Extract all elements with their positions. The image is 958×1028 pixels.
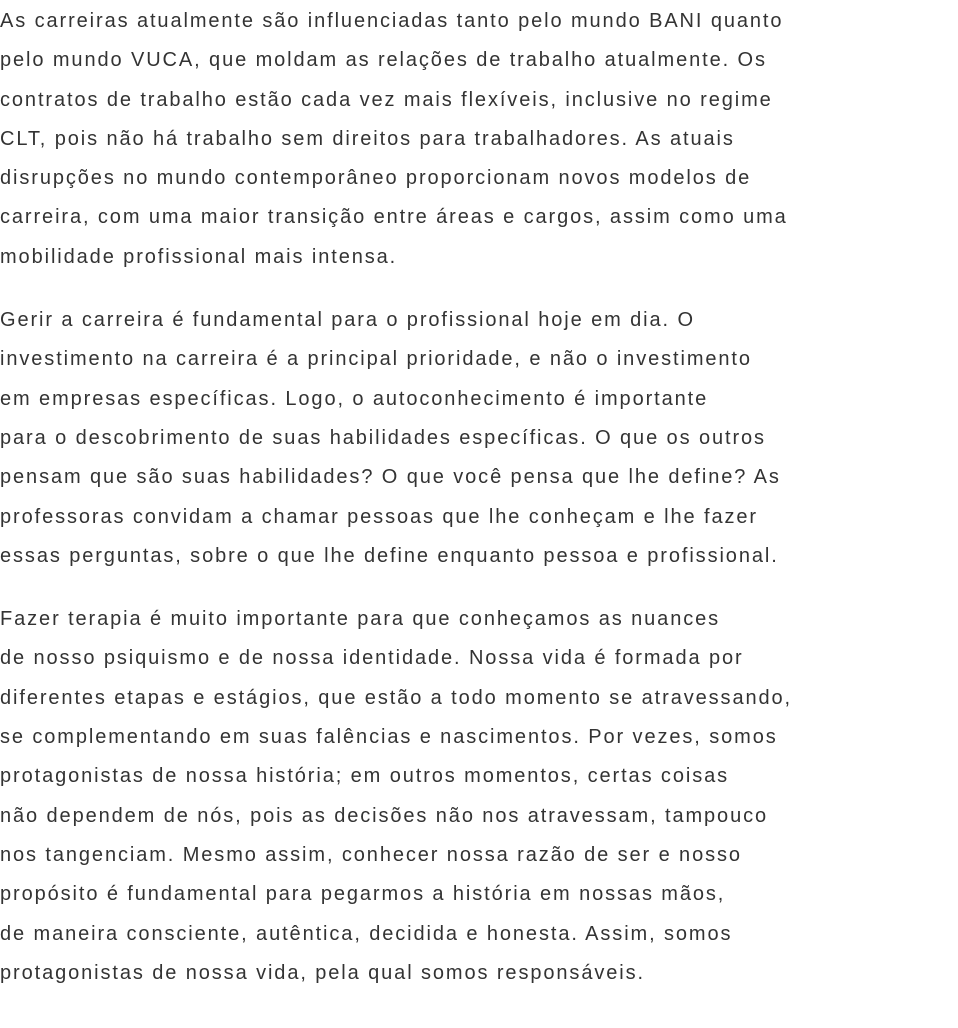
text-line: CLT, pois não há trabalho sem direitos para trabalhadores. As atuais — [0, 127, 735, 150]
text-line: investimento na carreira é a principal prioridade, e não o investimento — [0, 348, 752, 371]
text-line: professoras convidam a chamar pessoas que lhe conheçam e lhe fazer — [0, 505, 758, 528]
text-line: propósito é fundamental para pegarmos a história em nossas mãos, — [0, 883, 726, 906]
text-line: em empresas específicas. Logo, o autoconhecimento é importante — [0, 387, 709, 410]
text-line: contratos de trabalho estão cada vez mais flexíveis, inclusive no regime — [0, 88, 773, 111]
text-line: de nosso psiquismo e de nossa identidade. Nossa vida é formada por — [0, 647, 744, 670]
text-line: se complementando em suas falências e nascimentos. Por vezes, somos — [0, 726, 778, 749]
text-line: Fazer terapia é muito importante para que conheçamos as nuances — [0, 608, 721, 631]
text-line: pelo mundo VUCA, que moldam as relações de trabalho atualmente. Os — [0, 49, 767, 72]
text-line: diferentes etapas e estágios, que estão a todo momento se atravessando, — [0, 686, 792, 709]
text-line: mobilidade profissional mais intensa. — [0, 245, 398, 268]
paragraph — [0, 2, 958, 277]
text-line: protagonistas de nossa vida, pela qual somos responsáveis. — [0, 961, 645, 984]
text-line: As carreiras atualmente são influenciadas tanto pelo mundo BANI quanto — [0, 10, 784, 32]
text-line: Gerir a carreira é fundamental para o profissional hoje em dia. O — [0, 309, 695, 332]
text-line: pensam que são suas habilidades? O que você pensa que lhe define? As — [0, 466, 781, 489]
paragraph — [0, 301, 958, 576]
text-line: para o descobrimento de suas habilidades específicas. O que os outros — [0, 426, 766, 449]
paragraph — [0, 600, 958, 993]
text-line: nos tangenciam. Mesmo assim, conhecer nossa razão de ser e nosso — [0, 843, 742, 866]
text-line: protagonistas de nossa história; em outros momentos, certas coisas — [0, 765, 730, 788]
text-line: disrupções no mundo contemporâneo proporcionam novos modelos de — [0, 167, 752, 190]
text-line: de maneira consciente, autêntica, decidida e honesta. Assim, somos — [0, 922, 733, 945]
text-line: não dependem de nós, pois as decisões não nos atravessam, tampouco — [0, 804, 769, 827]
text-line: carreira, com uma maior transição entre áreas e cargos, assim como uma — [0, 206, 788, 229]
text-line: essas perguntas, sobre o que lhe define enquanto pessoa e profissional. — [0, 544, 779, 567]
